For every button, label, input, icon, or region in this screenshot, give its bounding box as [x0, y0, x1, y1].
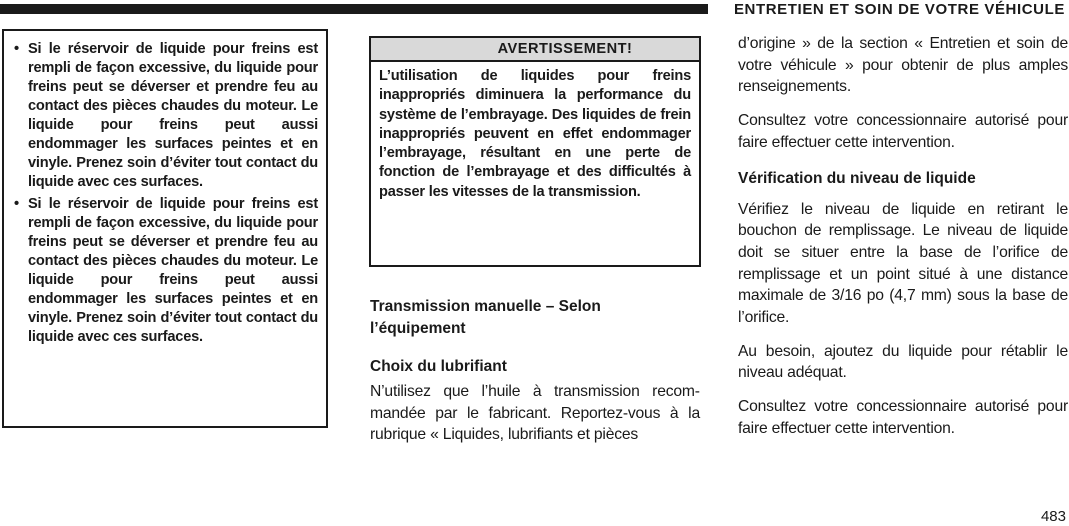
warning-bullet-list: [14, 40, 318, 347]
body-paragraph: d’origine » de la section « Entretien et soin de votre véhicule » pour obtenir de plus amples renseignements.: [738, 35, 1068, 96]
subsection-title: Vérification du niveau de liquide: [738, 169, 976, 187]
bullet-text: Si le réservoir de liquide pour freins est rempli de façon excessive, du liquide pour freins peut se déverser et prendre feu au contact des pièces chaudes du moteur. Le liquide pour freins peut aussi endommager les surfaces peintes et en vinyle. Prenez soin d’éviter tout contact du liquide avec ces surfaces.: [28, 196, 318, 345]
header-rule: [0, 4, 708, 14]
bullet-text: Si le réservoir de liquide pour freins est rempli de façon excessive, du liquide pour freins peut se déverser et prendre feu au contact des pièces chaudes du moteur. Le liquide pour freins peut aussi endommager les surfaces peintes et en vinyle. Prenez soin d’éviter tout contact du liquide avec ces surfaces.: [28, 41, 318, 190]
bullet-icon: •: [14, 41, 19, 57]
warning-title: AVERTISSEMENT!: [371, 38, 699, 62]
section-title: Transmission manuelle – Selon l’équipement: [370, 298, 601, 337]
body-paragraph: Au besoin, ajoutez du liquide pour rétablir le niveau adéquat.: [738, 342, 1068, 382]
body-paragraph: Consultez votre concessionnaire autorisé pour faire effectuer cette intervention.: [738, 398, 1068, 437]
warning-bullet-item: [14, 40, 318, 192]
warning-bullet-item: [14, 195, 318, 347]
left-warning-box: [2, 29, 328, 428]
body-paragraph: Vérifiez le niveau de liquide en retirant le bouchon de remplissage. Le niveau de liquide doit se situer entre la base de l’orifice de remplissage et un point situé à une distance maximale de 3/16 po (4,7 mm) sous la base de l’orifice.: [738, 200, 1068, 327]
warning-text: L’utilisation de liquides pour freins inappropriés diminuera la performance du système de l’embrayage. Des liquides de frein inappropriés peuvent en effet endommager l’embrayage, résultant en une perte de fonction de l’embrayage et des difficultés à passer les vitesses de la transmission.: [379, 68, 691, 200]
running-header: ENTRETIEN ET SOIN DE VOTRE VÉHICULE: [733, 1, 1065, 18]
body-paragraph: N’utilisez que l’huile à transmission recommandée par le fabricant. Reportez-vous à la rubrique « Liquides, lubrifiants et pièces: [370, 383, 700, 444]
subsection-title: Choix du lubrifiant: [370, 358, 507, 375]
bullet-icon: •: [14, 196, 19, 212]
body-paragraph: Consultez votre concessionnaire autorisé pour faire effectuer cette intervention.: [738, 112, 1068, 151]
right-column: [738, 33, 1068, 452]
middle-column: [370, 296, 700, 458]
clutch-warning-box: [369, 36, 701, 267]
page-number: 483: [1040, 508, 1066, 525]
